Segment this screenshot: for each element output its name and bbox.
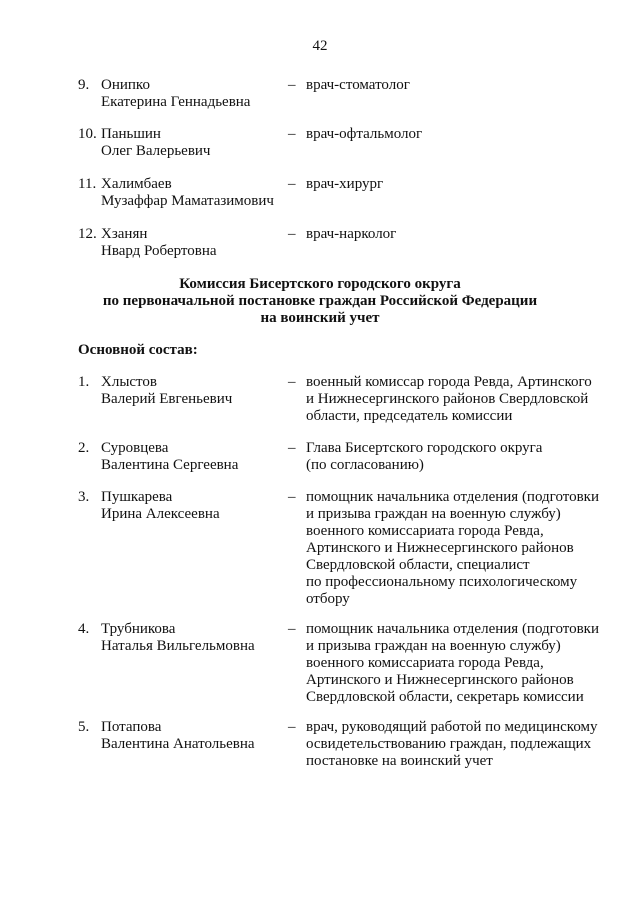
person-name: Халимбаев Музаффар Маматазимович	[101, 176, 274, 209]
person-role: врач, руководящий работой по медицинскому освидетельствованию граждан, подлежащих постановке на воинский учет	[306, 719, 598, 769]
dash: –	[288, 489, 296, 505]
dash: –	[288, 440, 296, 456]
dash: –	[288, 374, 296, 390]
dash: –	[288, 719, 296, 735]
person-name: Онипко Екатерина Геннадьевна	[101, 77, 251, 110]
item-number: 2.	[78, 440, 90, 456]
page-number: 42	[312, 38, 328, 54]
dash: –	[288, 226, 296, 242]
item-number: 9.	[78, 77, 90, 93]
person-name: Суровцева Валентина Сергеевна	[101, 440, 239, 473]
section-label: Основной состав:	[78, 342, 198, 358]
person-role: врач-стоматолог	[306, 77, 410, 93]
item-number: 12.	[78, 226, 97, 242]
item-number: 3.	[78, 489, 90, 505]
item-number: 4.	[78, 621, 90, 637]
person-role: помощник начальника отделения (подготовки и призыва граждан на военную службу) военного комиссариата города Ревда, Артинского и Нижнесергинского районов Свердловской области, секретарь комиссии	[306, 621, 599, 705]
person-name: Хзанян Нвард Робертовна	[101, 226, 217, 259]
person-name: Трубникова Наталья Вильгельмовна	[101, 621, 255, 654]
item-number: 10.	[78, 126, 97, 142]
dash: –	[288, 176, 296, 192]
item-number: 1.	[78, 374, 90, 390]
person-name: Хлыстов Валерий Евгеньевич	[101, 374, 233, 407]
person-name: Потапова Валентина Анатольевна	[101, 719, 255, 752]
person-role: врач-офтальмолог	[306, 126, 423, 142]
dash: –	[288, 621, 296, 637]
dash: –	[288, 126, 296, 142]
person-name: Пушкарева Ирина Алексеевна	[101, 489, 220, 522]
person-role: Глава Бисертского городского округа (по согласованию)	[306, 440, 543, 473]
person-role: помощник начальника отделения (подготовки и призыва граждан на военную службу) военного комиссариата города Ревда, Артинского и Нижнесергинского районов Свердловской области, специалист по профессиональному психологическому отбору	[306, 489, 599, 607]
item-number: 5.	[78, 719, 90, 735]
item-number: 11.	[78, 176, 97, 192]
person-role: врач-нарколог	[306, 226, 397, 242]
person-name: Паньшин Олег Валерьевич	[101, 126, 211, 159]
commission-heading: Комиссия Бисертского городского округа по первоначальной постановке граждан Российской Федерации на воинский учет	[102, 276, 538, 326]
person-role: врач-хирург	[306, 176, 384, 192]
dash: –	[288, 77, 296, 93]
person-role: военный комиссар города Ревда, Артинского и Нижнесергинского районов Свердловской области, председатель комиссии	[306, 374, 592, 424]
